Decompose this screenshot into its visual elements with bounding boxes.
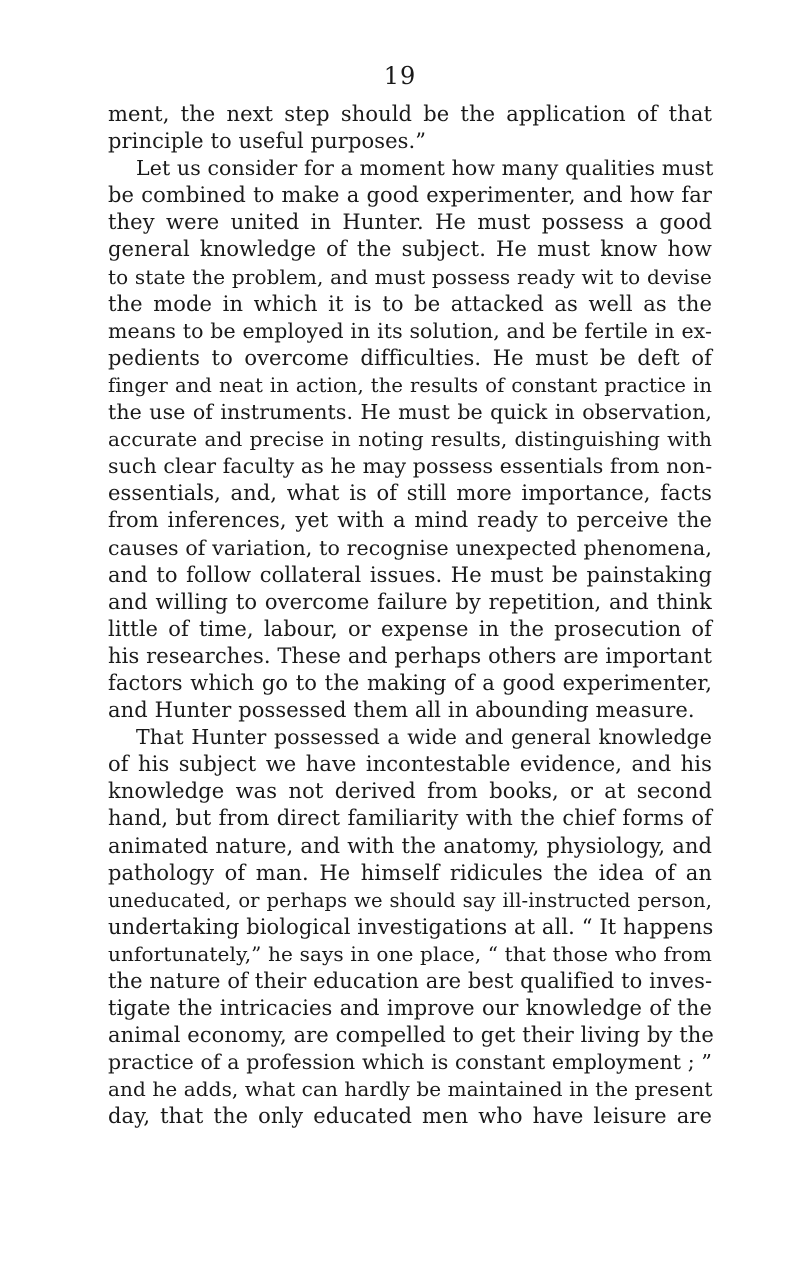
text-line: essentials, and, what is of still more importance, facts [108, 481, 712, 506]
text-line: knowledge was not derived from books, or at second [108, 779, 712, 804]
page-number: 19 [383, 62, 417, 90]
text-line: animal economy, are compelled to get their living by the [108, 1023, 714, 1048]
text-line: the use of instruments. He must be quick in observation, [108, 400, 712, 425]
text-line: to state the problem, and must possess ready wit to devise [108, 264, 712, 289]
text-line: tigate the intricacies and improve our knowledge of the [108, 996, 712, 1021]
text-line: means to be employed in its solution, and be fertile in ex- [108, 318, 712, 343]
text-line: the nature of their education are best qualified to inves- [108, 969, 713, 993]
text-line: principle to useful purposes.” [108, 129, 427, 154]
text-line: accurate and precise in noting results, distinguishing with [108, 427, 712, 452]
text-line: little of time, labour, or expense in the prosecution of [108, 616, 712, 641]
text-line: they were united in Hunter. He must possess a good [108, 210, 712, 235]
text-line: and Hunter possessed them all in abounding measure. [108, 698, 695, 723]
text-line: ment, the next step should be the application of that [108, 102, 712, 126]
text-line: uneducated, or perhaps we should say ill-instructed person, [108, 888, 712, 912]
text-line: be combined to make a good experimenter, and how far [108, 183, 712, 208]
text-line: from inferences, yet with a mind ready to perceive the [108, 508, 712, 533]
text-line: That Hunter possessed a wide and general knowledge [136, 725, 712, 750]
text-line: Let us consider for a moment how many qualities must [136, 156, 714, 181]
text-line: factors which go to the making of a good experimenter, [108, 670, 712, 695]
text-line: and willing to overcome failure by repetition, and think [108, 589, 712, 614]
text-line: and to follow collateral issues. He must be painstaking [108, 562, 712, 587]
text-line: causes of variation, to recognise unexpected phenomena, [108, 535, 712, 560]
text-line: hand, but from direct familiarity with the chief forms of [108, 806, 712, 831]
text-line: pedients to overcome difficulties. He must be deft of [108, 345, 712, 370]
text-line: and he adds, what can hardly be maintained in the present [108, 1077, 713, 1102]
text-line: his researches. These and perhaps others are important [108, 643, 712, 668]
text-line: general knowledge of the subject. He must know how [108, 237, 712, 262]
body-text [108, 101, 712, 1131]
text-line: the mode in which it is to be attacked as well as the [108, 291, 712, 316]
text-line: day, that the only educated men who have leisure are [108, 1104, 712, 1129]
text-line: animated nature, and with the anatomy, physiology, and [108, 833, 712, 858]
text-line: finger and neat in action, the results of constant practice in [108, 373, 712, 397]
text-line: unfortunately,” he says in one place, “ that those who from [108, 941, 712, 966]
text-line: practice of a profession which is constant employment ; ” [108, 1050, 712, 1075]
text-line: undertaking biological investigations at all. “ It happens [108, 914, 714, 939]
text-line: of his subject we have incontestable evidence, and his [108, 752, 712, 777]
text-line: such clear faculty as he may possess essentials from non- [108, 454, 713, 479]
text-line: pathology of man. He himself ridicules the idea of an [108, 860, 712, 885]
